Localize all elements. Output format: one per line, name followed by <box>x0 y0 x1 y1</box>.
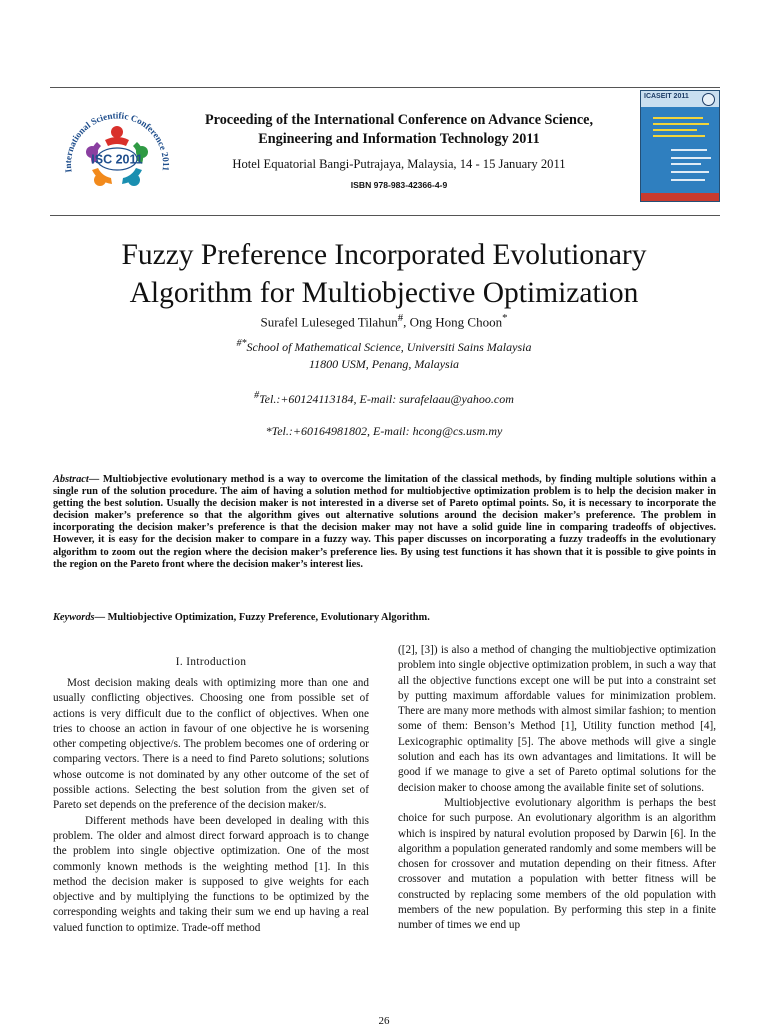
proceedings-cover-thumbnail <box>640 90 720 202</box>
cover-title: ICASEIT 2011 <box>644 93 689 100</box>
abstract-text: — Multiobjective evolutionary method is a way to overcome the limitation of the classical methods, by finding multiple solutions within a single run of the solution procedure. The aim of having a solution method for multiobjective optimization problem is to help the decision maker in getting the best solution. Usually the decision maker is not interested in a diverse set of Pareto optimal points. So, it is necessary to incorporate the decision maker’s preference so that the algorithm gives out alternative solutions around the decision maker’s preference. The problem in incorporating the decision maker’s preference is that the decision maker may not have a solid guide line in comparing tradeoffs of objectives. However, it is easy for the decision maker to compare in a fuzzy way. This paper discusses on incorporating a fuzzy tradeoffs in the evolutionary algorithm to zoom out the region where the decision maker’s preference lies. By using test functions it has shown that it is possible to give points in the region on the Pareto front where the decision maker’s interest lies. <box>53 474 716 570</box>
contact-1-mark: # <box>254 390 260 401</box>
globe-icon <box>702 93 715 106</box>
author-1-mark: # <box>397 312 404 324</box>
isc-2011-logo <box>62 100 172 198</box>
logo-arc-text: International Scientific Conference 2011 <box>62 110 172 174</box>
conference-header <box>178 111 620 190</box>
affiliation-line-2: 11800 USM, Penang, Malaysia <box>308 357 460 371</box>
left-paragraph-1: Most decision making deals with optimizing more than one and usually conflicting objectives. Choosing one from possible set of actions is very difficult due to the conflict of objectives. When one tries to choose an action in favour of one objective he is worsening other competing objective/s. The problem becomes one of ordering or comparing vectors. There is a need to find Pareto solutions; solutions whose outcome is not dominated by any other outcome of the set of possible actions. Selecting the best solution from the given set of Pareto set depends on the preference of the decision maker/s. <box>53 677 369 812</box>
author-1: Surafel Luleseged Tilahun <box>260 314 398 330</box>
keywords-label: Keywords <box>53 612 95 623</box>
abstract <box>53 474 716 571</box>
header-bottom-rule <box>50 215 720 216</box>
header-top-rule <box>50 87 720 88</box>
contact-1 <box>0 390 768 407</box>
page-number: 26 <box>378 1015 390 1027</box>
affiliation-marks: #* <box>236 338 247 349</box>
contact-2: *Tel.:+60164981802, E-mail: hcong@cs.usm.my <box>265 424 503 438</box>
left-paragraph-2: Different methods have been developed in dealing with this problem. The older and almost direct forward approach is to change the problem into single objective optimization. One of the most commonly known methods is the weighting method [1]. In this method the decision maker is supposed to give weights for each objective and by multiplying the functions to be optimized by the corresponding weights and taking their sum we end up having a real valued function to optimize. Trade-off method <box>53 814 369 934</box>
keywords <box>53 612 716 623</box>
keywords-text: — Multiobjective Optimization, Fuzzy Preference, Evolutionary Algorithm. <box>94 612 430 623</box>
author-2-mark: * <box>502 312 508 324</box>
conference-venue: Hotel Equatorial Bangi-Putrajaya, Malaysia, 14 - 15 January 2011 <box>232 157 566 171</box>
paper-title-line-1: Fuzzy Preference Incorporated Evolutionary <box>121 239 647 271</box>
conference-isbn: ISBN 978-983-42366-4-9 <box>350 180 448 190</box>
conference-title: Proceeding of the International Conference on Advance Science, Engineering and Information Technology 2011 <box>204 112 593 147</box>
paper-title-line-2: Algorithm for Multiobjective Optimization <box>129 277 639 309</box>
right-paragraph-2: Multiobjective evolutionary algorithm is perhaps the best choice for such purpose. An evolutionary algorithm is an algorithm which is inspired by natural evolution proposed by Darwin [6]. In the algorithm a population generated randomly and some members will be chosen for crossover and mutation depending on their fitness. After crossover and mutation a population with better fitness will be constructed by replacing some members of the old population with members of the new population. By performing this step in a finite number of times we end up <box>398 796 716 932</box>
affiliation-text-1: School of Mathematical Science, Universiti Sains Malaysia <box>246 340 532 354</box>
section-heading-introduction: I. Introduction <box>175 656 247 668</box>
left-column-text <box>53 676 369 936</box>
author-list <box>0 312 768 330</box>
right-column-text <box>398 643 716 934</box>
right-paragraph-1: ([2], [3]) is also a method of changing the multiobjective optimization problem into single objective optimization problem, in such a way that all the objective functions except one will be put into a constraint set by putting maximum affordable values for minimization problem. There are many more methods with almost similar fashion; to mention some of them: Benson’s Method [1], Utility function method [4], Lexicographic optimality [5]. The above methods will give a single solution and each has its own advantages and limitations. It will be good if we manage to give a set of Pareto optimal solutions for the decision maker to choose among the available finite set of solutions. <box>398 644 716 794</box>
contact-1-text: Tel.:+60124113184, E-mail: surafelaau@yahoo.com <box>259 392 514 406</box>
logo-center-text: ISC 2011 <box>91 152 143 167</box>
abstract-label: Abstract <box>53 474 89 485</box>
author-separator: , <box>403 314 410 330</box>
author-2: Ong Hong Choon <box>409 314 503 330</box>
affiliation-line-1 <box>0 338 768 355</box>
paper-title <box>40 236 728 312</box>
